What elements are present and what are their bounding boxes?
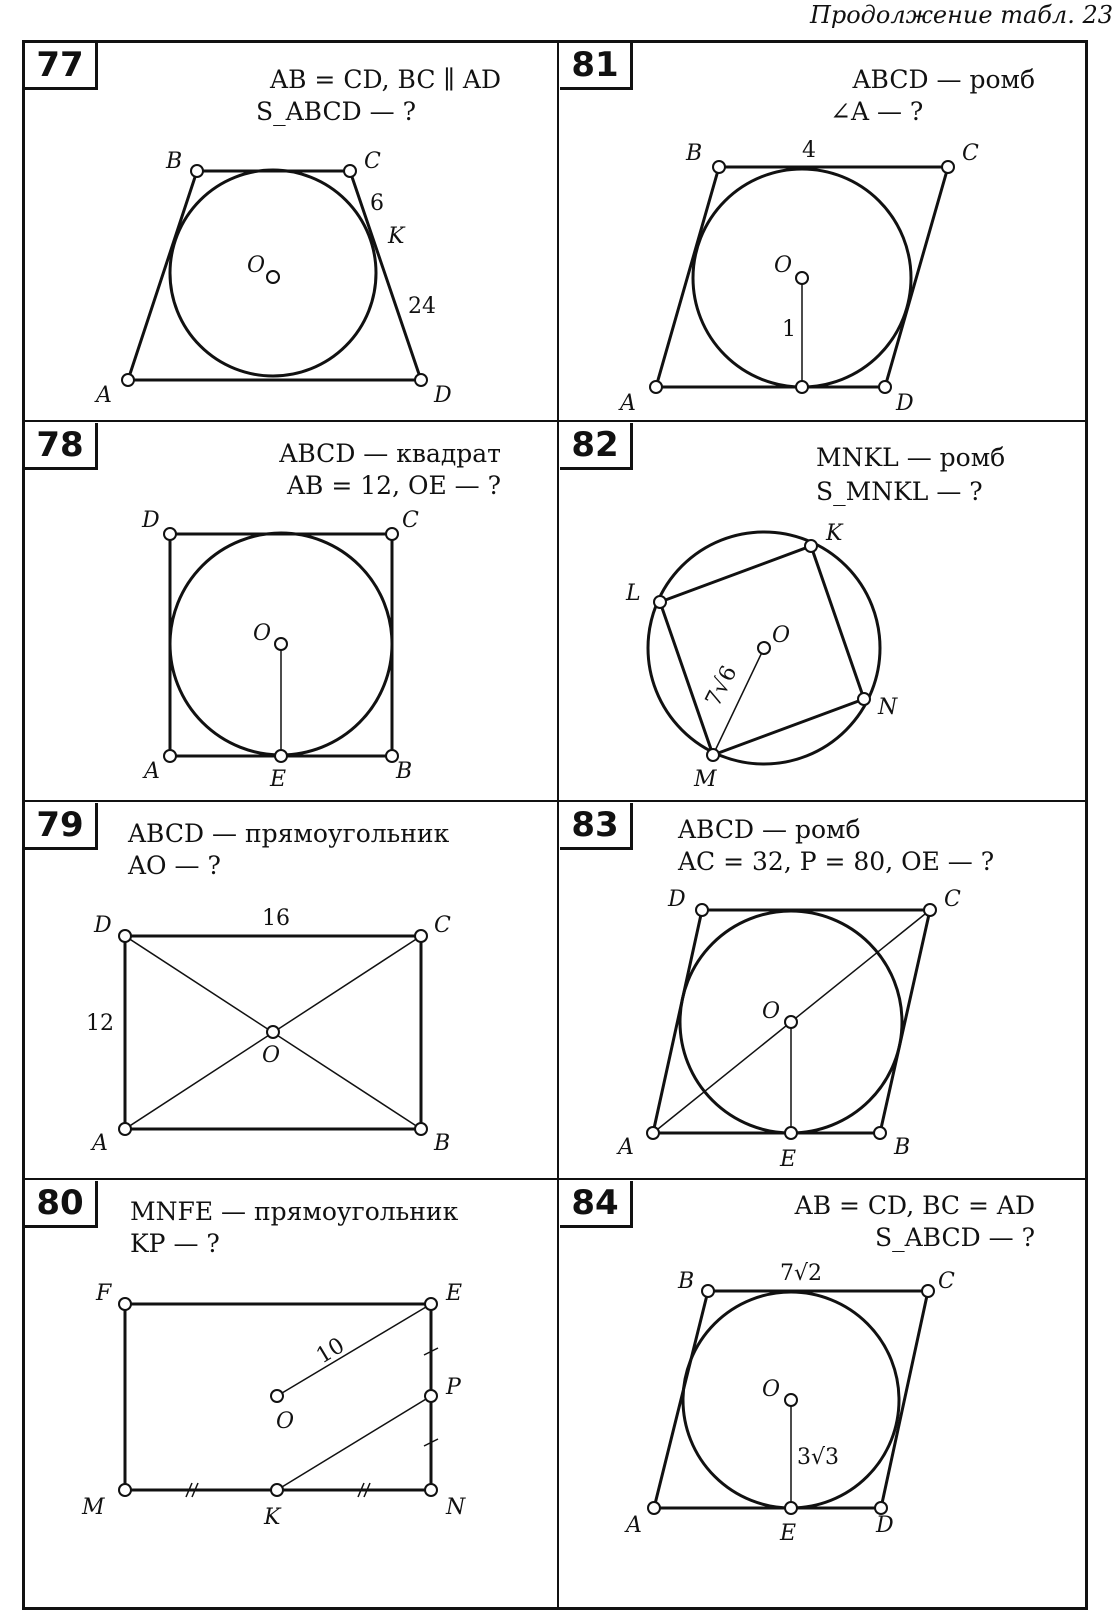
p80-oe-segment	[277, 1304, 431, 1396]
p84-label-c: C	[938, 1269, 955, 1294]
p78-label-d: D	[142, 508, 160, 533]
p83-label-a: A	[618, 1135, 634, 1160]
problem-number-78: 78	[25, 423, 98, 470]
p80-label-n: N	[446, 1495, 466, 1520]
p82-point-m	[707, 749, 719, 761]
p79-point-b	[415, 1123, 427, 1135]
p84-label-b: B	[678, 1269, 695, 1294]
p83-point-d	[696, 904, 708, 916]
p78-point-e	[275, 750, 287, 762]
problem-83-condition-2: AC = 32, P = 80, OE — ?	[678, 847, 995, 876]
p82-point-o	[758, 642, 770, 654]
p81-point-a	[650, 381, 662, 393]
p79-point-d	[119, 930, 131, 942]
table-continuation-header: Продолжение табл. 23	[809, 1, 1113, 29]
p84-label-oe: 3√3	[797, 1445, 840, 1470]
p81-point-touch	[796, 381, 808, 393]
p78-point-d	[164, 528, 176, 540]
problem-number-77: 77	[25, 43, 98, 90]
problem-number-84: 84	[560, 1181, 633, 1228]
p79-label-c: C	[434, 913, 451, 938]
problem-79-condition-1: ABCD — прямоугольник	[128, 819, 450, 848]
p81-point-o	[796, 272, 808, 284]
p83-point-o	[785, 1016, 797, 1028]
p78-label-b: B	[396, 759, 413, 784]
p82-label-o: O	[772, 623, 791, 648]
p82-label-mo: 7√6	[701, 661, 743, 711]
p84-label-o: O	[762, 1377, 781, 1402]
problem-77-condition-1: AB = CD, BC ∥ AD	[270, 65, 501, 94]
p81-label-c: C	[962, 141, 979, 166]
p80-point-f	[119, 1298, 131, 1310]
p80-label-p: P	[446, 1375, 461, 1400]
p80-point-n	[425, 1484, 437, 1496]
p77-label-a: A	[96, 383, 112, 408]
p80-label-e: E	[446, 1281, 463, 1306]
problem-number-81: 81	[560, 43, 633, 90]
p80-point-k	[271, 1484, 283, 1496]
p81-label-o: O	[774, 253, 793, 278]
p78-point-o	[275, 638, 287, 650]
p77-label-c: C	[364, 149, 381, 174]
p83-label-o: O	[762, 999, 781, 1024]
problem-79-condition-2: AO — ?	[128, 851, 221, 880]
p84-point-o	[785, 1394, 797, 1406]
p80-point-p	[425, 1390, 437, 1402]
p80-point-m	[119, 1484, 131, 1496]
p78-label-c: C	[402, 508, 419, 533]
p78-label-o: O	[253, 621, 272, 646]
p81-label-d: D	[896, 391, 914, 416]
p79-label-a: A	[92, 1131, 108, 1156]
p77-label-kd: 24	[408, 294, 436, 319]
problem-82-condition-2: S_MNKL — ?	[816, 477, 983, 506]
p79-label-d: D	[94, 913, 112, 938]
p81-point-c	[942, 161, 954, 173]
p83-label-e: E	[780, 1147, 797, 1172]
p83-point-a	[647, 1127, 659, 1139]
problem-80-condition-2: KP — ?	[130, 1229, 220, 1258]
problem-83-condition-1: ABCD — ромб	[678, 815, 861, 844]
p80-label-o: O	[276, 1409, 295, 1434]
p83-label-d: D	[668, 887, 686, 912]
problem-81-condition-1: ABCD — ромб	[852, 65, 1035, 94]
p81-label-b: B	[686, 141, 703, 166]
p82-label-l: L	[626, 581, 641, 606]
p80-label-m: M	[82, 1495, 105, 1520]
problem-84-condition-1: AB = CD, BC = AD	[794, 1191, 1035, 1220]
p79-point-o	[267, 1026, 279, 1038]
p82-point-k	[805, 540, 817, 552]
p77-point-c	[344, 165, 356, 177]
p83-label-b: B	[894, 1135, 911, 1160]
p84-label-e: E	[780, 1521, 797, 1546]
p77-point-b	[191, 165, 203, 177]
p84-label-a: A	[626, 1513, 642, 1538]
p78-point-a	[164, 750, 176, 762]
p80-label-k: K	[264, 1505, 281, 1530]
p79-label-dc: 16	[262, 906, 290, 931]
p77-point-d	[415, 374, 427, 386]
p80-kp-segment	[277, 1396, 431, 1490]
p84-point-e	[785, 1502, 797, 1514]
p83-point-e	[785, 1127, 797, 1139]
p77-label-k: K	[388, 224, 405, 249]
p77-label-ck: 6	[370, 191, 384, 216]
p77-label-b: B	[166, 149, 183, 174]
problem-77-condition-2: S_ABCD — ?	[256, 97, 416, 126]
problem-78-condition-1: ABCD — квадрат	[279, 439, 501, 468]
p78-label-e: E	[270, 767, 287, 792]
p77-label-o: O	[247, 253, 266, 278]
problem-78-condition-2: AB = 12, OE — ?	[286, 471, 501, 500]
p80-point-o	[271, 1390, 283, 1402]
problem-84-condition-2: S_ABCD — ?	[875, 1223, 1035, 1252]
p84-label-bc: 7√2	[780, 1261, 823, 1286]
p82-label-k: K	[826, 521, 843, 546]
p83-point-b	[874, 1127, 886, 1139]
problem-number-83: 83	[560, 803, 633, 850]
p79-point-a	[119, 1123, 131, 1135]
p82-point-l	[654, 596, 666, 608]
p79-label-ad: 12	[86, 1011, 114, 1036]
p80-label-f: F	[96, 1281, 112, 1306]
p84-point-a	[648, 1502, 660, 1514]
p84-label-d: D	[876, 1513, 894, 1538]
problem-80-condition-1: MNFE — прямоугольник	[130, 1197, 459, 1226]
p82-point-n	[858, 693, 870, 705]
problem-81-condition-2: ∠A — ?	[830, 97, 924, 126]
p82-label-m: M	[694, 767, 717, 792]
p80-label-oe: 10	[312, 1333, 350, 1370]
problem-number-79: 79	[25, 803, 98, 850]
p84-point-c	[922, 1285, 934, 1297]
p79-point-c	[415, 930, 427, 942]
p78-point-c	[386, 528, 398, 540]
p81-label-a: A	[620, 391, 636, 416]
p79-label-o: O	[262, 1043, 281, 1068]
p81-point-b	[713, 161, 725, 173]
p82-label-n: N	[878, 695, 898, 720]
p78-label-a: A	[144, 759, 160, 784]
p77-point-a	[122, 374, 134, 386]
p79-label-b: B	[434, 1131, 451, 1156]
p81-label-bc: 4	[802, 138, 816, 163]
p81-label-r: 1	[782, 317, 796, 342]
p83-point-c	[924, 904, 936, 916]
p83-label-c: C	[944, 887, 961, 912]
p84-point-b	[702, 1285, 714, 1297]
problem-number-80: 80	[25, 1181, 98, 1228]
p77-label-d: D	[434, 383, 452, 408]
p80-point-e	[425, 1298, 437, 1310]
p81-point-d	[879, 381, 891, 393]
problem-82-condition-1: MNKL — ромб	[816, 443, 1006, 472]
problem-number-82: 82	[560, 423, 633, 470]
p77-point-o	[267, 271, 279, 283]
